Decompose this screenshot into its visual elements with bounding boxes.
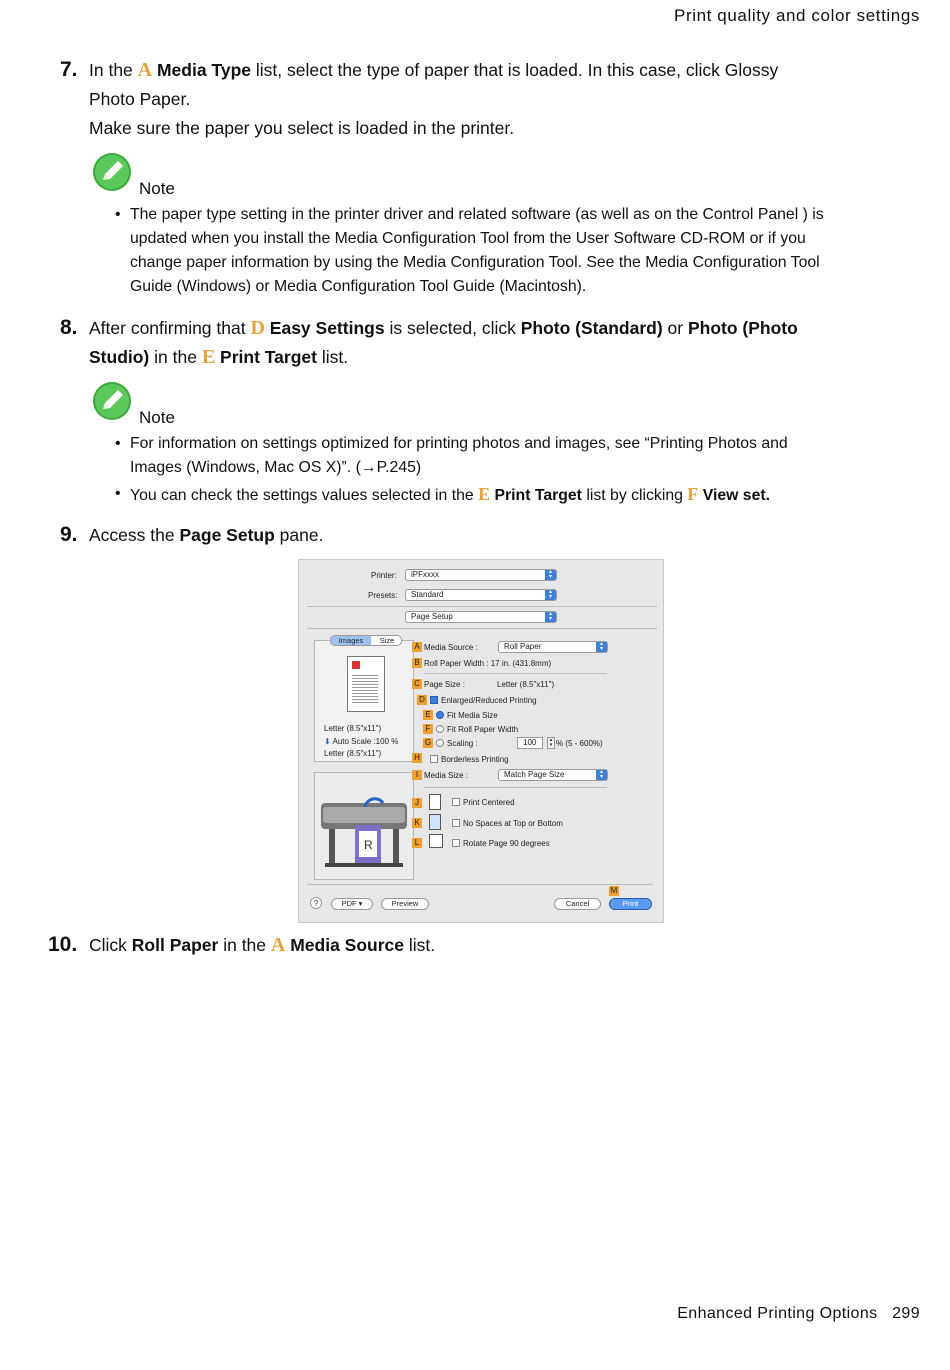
marker-b: B bbox=[412, 658, 422, 668]
preview-info-line: Letter (8.5"x11") bbox=[324, 749, 382, 758]
fit-media-label: Fit Media Size bbox=[447, 711, 498, 720]
print-target-term: Print Target bbox=[220, 347, 317, 367]
marker-c: C bbox=[412, 679, 422, 689]
marker-letter-d: D bbox=[250, 317, 265, 339]
page-number: 299 bbox=[892, 1305, 920, 1322]
divider bbox=[307, 606, 657, 607]
popup-arrows-icon: ▴ ▾ bbox=[596, 642, 607, 652]
step-10-text bbox=[89, 931, 435, 960]
fit-roll-label: Fit Roll Paper Width bbox=[447, 725, 519, 734]
scaling-label: Scaling : bbox=[447, 739, 478, 748]
media-size-popup[interactable] bbox=[498, 769, 608, 781]
step-8-number: 8. bbox=[60, 316, 78, 339]
roll-paper-term: Roll Paper bbox=[131, 935, 219, 955]
marker-letter-a: A bbox=[137, 59, 153, 81]
note-2-bullet-1-line-1: For information on settings optimized for printing photos and images, see “Printing Photos and bbox=[130, 435, 788, 452]
marker-k: K bbox=[412, 818, 422, 828]
marker-g: G bbox=[424, 738, 432, 747]
marker-letter-a: A bbox=[270, 934, 286, 956]
media-source-term: Media Source bbox=[290, 935, 405, 955]
note-1-label: Note bbox=[139, 179, 175, 198]
page-setup-term: Page Setup bbox=[179, 525, 275, 545]
presets-popup[interactable] bbox=[405, 589, 557, 601]
scaling-radio[interactable] bbox=[436, 739, 444, 747]
preview-info-line: ⬇ Auto Scale :100 % bbox=[324, 737, 399, 746]
media-source-label: Media Source : bbox=[424, 643, 478, 652]
print-centered-label: Print Centered bbox=[463, 798, 515, 807]
note-1-line: The paper type setting in the printer driver and related software (as well as on the Control Panel ) is bbox=[130, 206, 824, 223]
printer-value: iPFxxxx bbox=[411, 570, 439, 579]
printer-label: Printer: bbox=[371, 571, 397, 580]
marker-e: E bbox=[423, 710, 433, 720]
popup-arrows-icon: ▴ ▾ bbox=[545, 570, 556, 580]
tab-size[interactable]: Size bbox=[379, 636, 395, 645]
page-setup-dialog bbox=[298, 559, 664, 923]
marker-letter-e: E bbox=[201, 346, 216, 368]
note-1-line: change paper information by using the Media Configuration Tool. See the Media Configuration Tool bbox=[130, 254, 820, 271]
preview-button[interactable]: Preview bbox=[381, 898, 429, 910]
no-spaces-icon bbox=[429, 814, 441, 830]
media-size-value: Match Page Size bbox=[504, 770, 565, 779]
step-8-h: in the bbox=[149, 347, 202, 367]
step-7-post: list, select the type of paper that is loaded. In this case, click Glossy bbox=[251, 60, 779, 80]
note-1-line: Guide (Windows) or Media Configuration Tool Guide (Macintosh). bbox=[130, 278, 587, 295]
pdf-button[interactable]: PDF ▾ bbox=[331, 898, 373, 910]
photo-standard-term: Photo (Standard) bbox=[520, 318, 663, 338]
page-preview-thumbnail bbox=[347, 656, 385, 712]
bullet: • bbox=[115, 485, 121, 502]
step-9-number: 9. bbox=[60, 523, 78, 546]
divider bbox=[424, 673, 607, 674]
enlarged-label: Enlarged/Reduced Printing bbox=[441, 696, 537, 705]
scaling-value: 100 bbox=[523, 738, 537, 747]
step-10-number: 10. bbox=[48, 933, 78, 956]
marker-j: J bbox=[412, 798, 422, 808]
print-button[interactable]: Print bbox=[609, 898, 652, 910]
popup-arrows-icon: ▴ ▾ bbox=[545, 590, 556, 600]
step-7-number: 7. bbox=[60, 58, 78, 81]
svg-text:R: R bbox=[364, 838, 373, 852]
borderless-label: Borderless Printing bbox=[441, 755, 509, 764]
note-2-b2-a: You can check the settings values selected in the bbox=[130, 487, 479, 504]
marker-h: H bbox=[412, 753, 422, 763]
borderless-checkbox[interactable] bbox=[430, 755, 438, 763]
step-7-line3: Make sure the paper you select is loaded in the printer. bbox=[89, 118, 515, 138]
step-7-pre: In the bbox=[89, 60, 138, 80]
marker-d: D bbox=[417, 695, 427, 705]
note-2-bullet-2 bbox=[130, 482, 900, 508]
page-size-label: Page Size : bbox=[424, 680, 465, 689]
popup-arrows-icon: ▴ ▾ bbox=[596, 770, 607, 780]
step-9-a: Access the bbox=[89, 525, 180, 545]
pane-popup[interactable] bbox=[405, 611, 557, 623]
step-8-a: After confirming that bbox=[89, 318, 251, 338]
rotate-label: Rotate Page 90 degrees bbox=[463, 839, 550, 848]
presets-value: Standard bbox=[411, 590, 444, 599]
step-10-c: list. bbox=[404, 935, 436, 955]
media-size-label: Media Size : bbox=[424, 771, 469, 780]
note-2-bullet-1-line-2: Images (Windows, Mac OS X)”. (→P.245) bbox=[130, 459, 422, 476]
running-footer bbox=[677, 1305, 920, 1323]
note-2-label: Note bbox=[139, 408, 175, 427]
step-8-j: list. bbox=[316, 347, 349, 367]
bullet: • bbox=[115, 435, 121, 452]
note-pencil-icon bbox=[92, 381, 132, 421]
view-set-term: View set. bbox=[702, 487, 771, 504]
popup-arrows-icon: ▴ ▾ bbox=[545, 612, 556, 622]
roll-paper-width: Roll Paper Width : 17 in. (431.8mm) bbox=[424, 659, 552, 668]
marker-m: M bbox=[610, 886, 618, 895]
photo-studio-term-end: Studio) bbox=[89, 347, 150, 367]
scaling-stepper[interactable]: ▴ ▾ bbox=[547, 737, 555, 749]
preview-image-icon bbox=[352, 661, 360, 669]
scaling-input[interactable] bbox=[517, 737, 543, 749]
cancel-button[interactable]: Cancel bbox=[554, 898, 601, 910]
running-header: Print quality and color settings bbox=[674, 6, 920, 25]
preview-tabs bbox=[330, 635, 402, 646]
step-8-c: is selected, click bbox=[384, 318, 521, 338]
preview-text-lines bbox=[352, 673, 378, 705]
scaling-range: % (5 - 600%) bbox=[556, 739, 603, 748]
step-8-text bbox=[89, 314, 889, 372]
presets-label: Presets: bbox=[368, 591, 398, 600]
media-source-popup[interactable] bbox=[498, 641, 608, 653]
fit-media-radio[interactable] bbox=[436, 711, 444, 719]
pane-value: Page Setup bbox=[411, 612, 453, 621]
divider bbox=[307, 628, 657, 629]
step-7-line2: Photo Paper. bbox=[89, 89, 191, 109]
fit-roll-radio[interactable] bbox=[436, 725, 444, 733]
bullet: • bbox=[115, 206, 121, 223]
printer-image-panel bbox=[314, 772, 414, 880]
media-source-value: Roll Paper bbox=[504, 642, 542, 651]
print-centered-checkbox[interactable] bbox=[452, 798, 460, 806]
marker-i: I bbox=[412, 770, 422, 780]
rotate-checkbox[interactable] bbox=[452, 839, 460, 847]
marker-l: L bbox=[412, 838, 422, 848]
print-target-term: Print Target bbox=[494, 487, 582, 504]
large-format-printer-icon bbox=[315, 773, 413, 879]
no-spaces-label: No Spaces at Top or Bottom bbox=[463, 819, 563, 828]
marker-letter-f: F bbox=[687, 484, 699, 504]
step-10-b: in the bbox=[218, 935, 271, 955]
step-9-b: pane. bbox=[274, 525, 324, 545]
help-button[interactable]: ? bbox=[310, 897, 322, 909]
step-10-a: Click bbox=[89, 935, 132, 955]
tab-images[interactable]: Images bbox=[331, 636, 371, 645]
step-7-text bbox=[89, 56, 889, 143]
note-2-body bbox=[115, 432, 895, 512]
step-8-e: or bbox=[662, 318, 688, 338]
media-type-term: Media Type bbox=[156, 60, 251, 80]
page-size-value: Letter (8.5"x11") bbox=[497, 680, 555, 689]
divider bbox=[424, 787, 607, 788]
photo-studio-term: Photo (Photo bbox=[687, 318, 798, 338]
note-1-body bbox=[115, 203, 895, 303]
arrow-down-icon: ⬇ bbox=[324, 737, 331, 746]
easy-settings-term: Easy Settings bbox=[269, 318, 385, 338]
enlarged-checkbox[interactable] bbox=[430, 696, 438, 704]
chapter-title: Enhanced Printing Options bbox=[677, 1305, 878, 1322]
no-spaces-checkbox[interactable] bbox=[452, 819, 460, 827]
note-pencil-icon bbox=[92, 152, 132, 192]
rotate-page-icon bbox=[429, 834, 443, 848]
preview-info-line: Letter (8.5"x11") bbox=[324, 724, 382, 733]
marker-a: A bbox=[412, 642, 422, 652]
divider bbox=[307, 884, 653, 885]
note-1-line: updated when you install the Media Configuration Tool from the User Software CD-ROM or if you bbox=[130, 230, 806, 247]
marker-f: F bbox=[423, 724, 433, 734]
step-9-text bbox=[89, 521, 323, 550]
note-2-b2-c: list by clicking bbox=[581, 487, 688, 504]
marker-letter-e: E bbox=[478, 484, 491, 504]
printer-popup[interactable] bbox=[405, 569, 557, 581]
centered-page-icon bbox=[429, 794, 441, 810]
